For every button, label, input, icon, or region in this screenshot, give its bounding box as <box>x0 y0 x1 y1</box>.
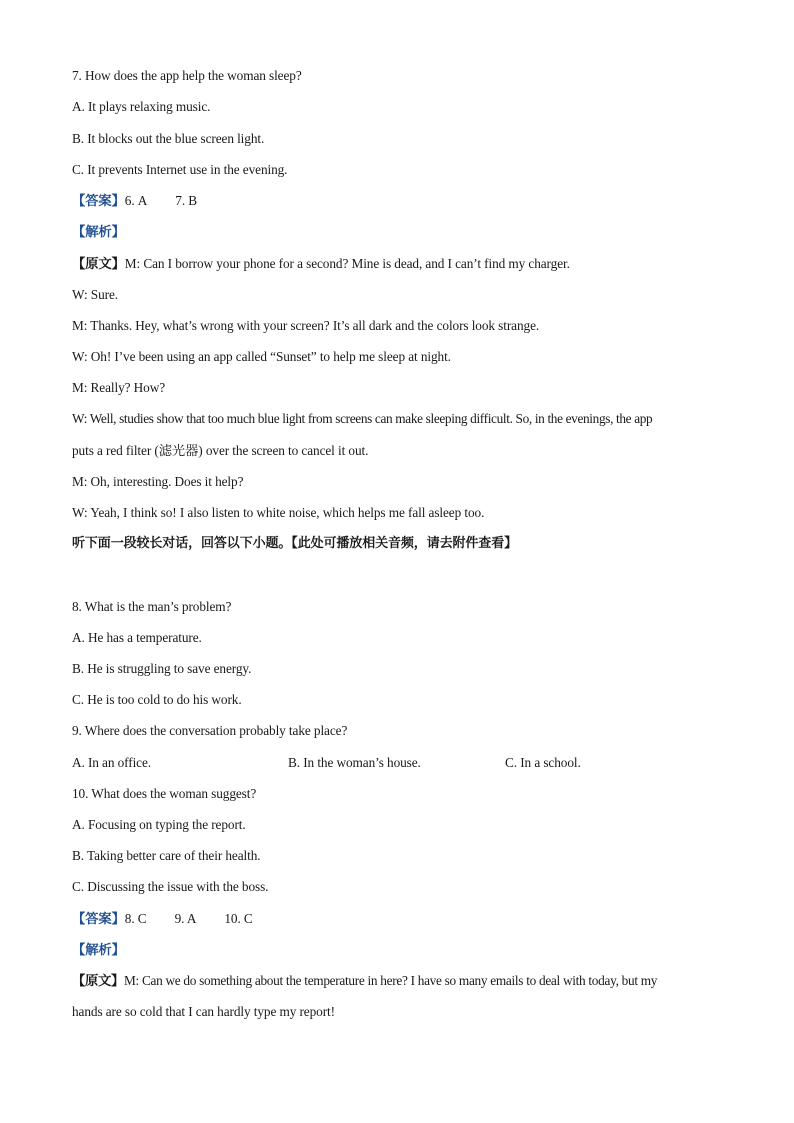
q10-stem: 10. What does the woman suggest? <box>72 786 257 801</box>
q9-options <box>72 754 722 772</box>
transcript-1-line-6b: puts a red filter (滤光器) over the screen to cancel it out. <box>72 443 369 458</box>
answer-7: 7. B <box>175 193 198 208</box>
transcript-tag-2: 【原文】 <box>72 973 124 988</box>
q8-option-c: C. He is too cold to do his work. <box>72 692 242 707</box>
transcript-2-line-1a: 【原文】M: Can we do something about the temperature in here? I have so many emails to deal with today, but my <box>72 973 658 988</box>
transcript-1-line-5: M: Really? How? <box>72 380 166 395</box>
transcript-1-line-2: W: Sure. <box>72 287 118 302</box>
q7-option-c: C. It prevents Internet use in the evening. <box>72 162 288 177</box>
answer-6: 6. A <box>124 193 148 208</box>
transcript-1-line-3: M: Thanks. Hey, what’s wrong with your screen? It’s all dark and the colors look strange. <box>72 318 540 333</box>
answer-line-1 <box>72 192 197 210</box>
listening-instruction: 听下面一段较长对话，回答以下小题。【此处可播放相关音频，请去附件查看】 <box>72 536 518 551</box>
answer-line-2 <box>72 910 253 928</box>
transcript-2-line-1b: hands are so cold that I can hardly type my report! <box>72 1004 335 1019</box>
answer-tag: 【答案】 <box>72 193 125 208</box>
answer-9: 9. A <box>174 911 197 926</box>
answer-8: 8. C <box>124 911 147 926</box>
q9-stem: 9. Where does the conversation probably take place? <box>72 723 348 738</box>
analysis-line-2 <box>72 941 125 959</box>
transcript-1-line-6a: W: Well, studies show that too much blue light from screens can make sleeping difficult. So, in the evenings, the app <box>72 411 653 426</box>
analysis-tag: 【解析】 <box>72 224 125 239</box>
q10-option-a: A. Focusing on typing the report. <box>72 817 246 832</box>
answer-tag-2: 【答案】 <box>72 911 125 926</box>
transcript-1-line-1: 【原文】M: Can I borrow your phone for a second? Mine is dead, and I can’t find my charger. <box>72 256 570 271</box>
q10-option-c: C. Discussing the issue with the boss. <box>72 879 269 894</box>
q10-option-b: B. Taking better care of their health. <box>72 848 261 863</box>
q8-option-b: B. He is struggling to save energy. <box>72 661 252 676</box>
answer-10: 10. C <box>224 911 253 926</box>
q7-stem: 7. How does the app help the woman sleep? <box>72 68 302 83</box>
analysis-tag-2: 【解析】 <box>72 942 125 957</box>
analysis-line-1 <box>72 223 125 241</box>
q7-option-a: A. It plays relaxing music. <box>72 99 211 114</box>
q9-option-b: B. In the woman’s house. <box>288 755 421 770</box>
q8-option-a: A. He has a temperature. <box>72 630 202 645</box>
transcript-1-line-8: W: Yeah, I think so! I also listen to white noise, which helps me fall asleep too. <box>72 505 485 520</box>
q9-option-c: C. In a school. <box>505 755 581 770</box>
transcript-1-line-7: M: Oh, interesting. Does it help? <box>72 474 244 489</box>
transcript-1-line-4: W: Oh! I’ve been using an app called “Sunset” to help me sleep at night. <box>72 349 451 364</box>
transcript-tag: 【原文】 <box>72 256 125 271</box>
q7-option-b: B. It blocks out the blue screen light. <box>72 131 265 146</box>
q8-stem: 8. What is the man’s problem? <box>72 599 232 614</box>
q9-option-a: A. In an office. <box>72 755 152 770</box>
